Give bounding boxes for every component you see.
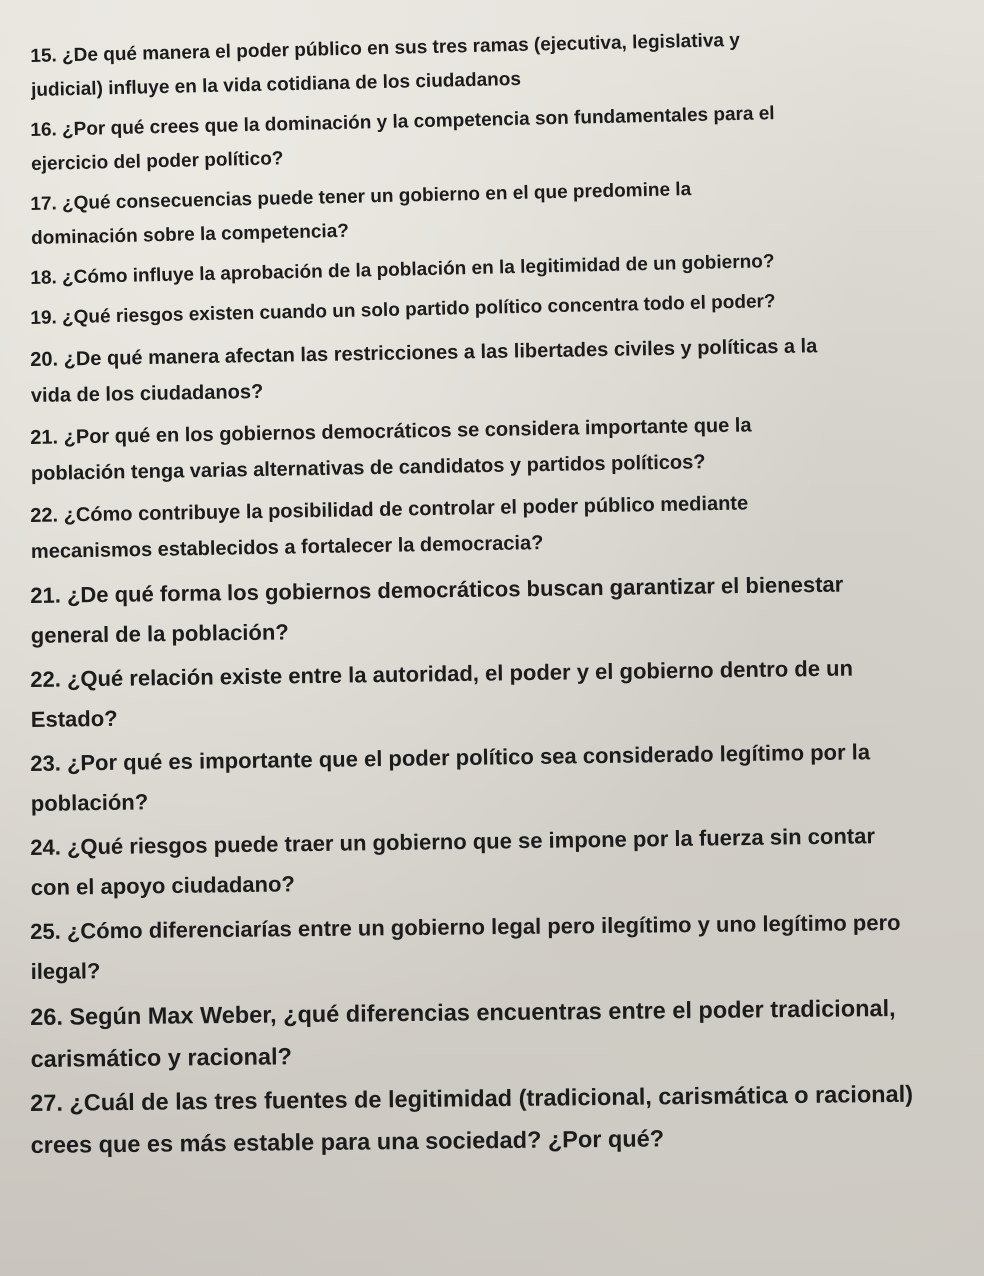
question-17-line-1: 17. ¿Qué consecuencias puede tener un gobierno en el que predomine la [30, 179, 692, 215]
question-22b-line-2: Estado? [30, 705, 118, 732]
question-16-line-1: 16. ¿Por qué crees que la dominación y la competencia son fundamentales para el [30, 103, 775, 141]
question-22-line-1: 22. ¿Cómo contribuye la posibilidad de controlar el poder público mediante [30, 492, 749, 527]
question-22-line-2: mecanismos establecidos a fortalecer la democracia? [30, 532, 544, 563]
question-25 [30, 902, 961, 992]
question-21b-line-2: general de la población? [30, 619, 289, 648]
question-27-line-2: crees que es más estable para una sociedad? ¿Por qué? [30, 1125, 665, 1158]
question-15-line-1: 15. ¿De qué manera el poder público en sus tres ramas (ejecutiva, legislativa y [30, 29, 741, 67]
question-21-line-2: población tenga varias alternativas de candidatos y partidos políticos? [30, 451, 706, 485]
question-27-line-1: 27. ¿Cuál de las tres fuentes de legitimidad (tradicional, carismática o racional) [30, 1080, 914, 1116]
question-21b [30, 563, 961, 656]
question-17-line-2: dominación sobre la competencia? [30, 220, 350, 249]
question-21 [30, 404, 961, 492]
question-16 [30, 93, 961, 182]
question-24-line-2: con el apoyo ciudadano? [30, 871, 296, 900]
question-20 [30, 326, 961, 414]
question-22b-line-1: 22. ¿Qué relación existe entre la autoridad, el poder y el gobierno dentro de un [30, 655, 854, 692]
question-24-line-1: 24. ¿Qué riesgos puede traer un gobierno que se impone por la fuerza sin contar [30, 823, 876, 860]
question-17 [30, 167, 961, 256]
question-26-line-2: carismático y racional? [30, 1043, 293, 1072]
question-26 [30, 986, 961, 1080]
question-15 [30, 19, 961, 108]
question-22b [30, 647, 961, 740]
question-16-line-2: ejercicio del poder político? [30, 148, 284, 175]
question-21b-line-1: 21. ¿De qué forma los gobiernos democráticos buscan garantizar el bienestar [30, 571, 844, 608]
question-26-line-1: 26. Según Max Weber, ¿qué diferencias encuentras entre el poder tradicional, [30, 994, 896, 1030]
question-24 [30, 815, 961, 908]
question-20-line-1: 20. ¿De qué manera afectan las restricciones a las libertades civiles y políticas a la [30, 335, 818, 371]
question-25-line-2: ilegal? [30, 958, 101, 984]
question-23-line-2: población? [30, 789, 149, 816]
question-19-line-1: 19. ¿Qué riesgos existen cuando un solo partido político concentra todo el poder? [30, 291, 776, 329]
question-22 [30, 482, 961, 570]
question-23-line-1: 23. ¿Por qué es importante que el poder político sea considerado legítimo por la [30, 739, 871, 776]
question-25-line-1: 25. ¿Cómo diferenciarías entre un gobierno legal pero ilegítimo y uno legítimo pero [30, 909, 901, 944]
question-27 [30, 1072, 961, 1166]
question-20-line-2: vida de los ciudadanos? [30, 380, 264, 407]
question-18-line-1: 18. ¿Cómo influye la aprobación de la población en la legitimidad de un gobierno? [30, 251, 775, 289]
question-list [30, 29, 960, 1168]
question-23 [30, 731, 961, 824]
question-21-line-1: 21. ¿Por qué en los gobiernos democráticos se considera importante que la [30, 414, 752, 449]
question-15-line-2: judicial) influye en la vida cotidiana de los ciudadanos [30, 68, 522, 101]
